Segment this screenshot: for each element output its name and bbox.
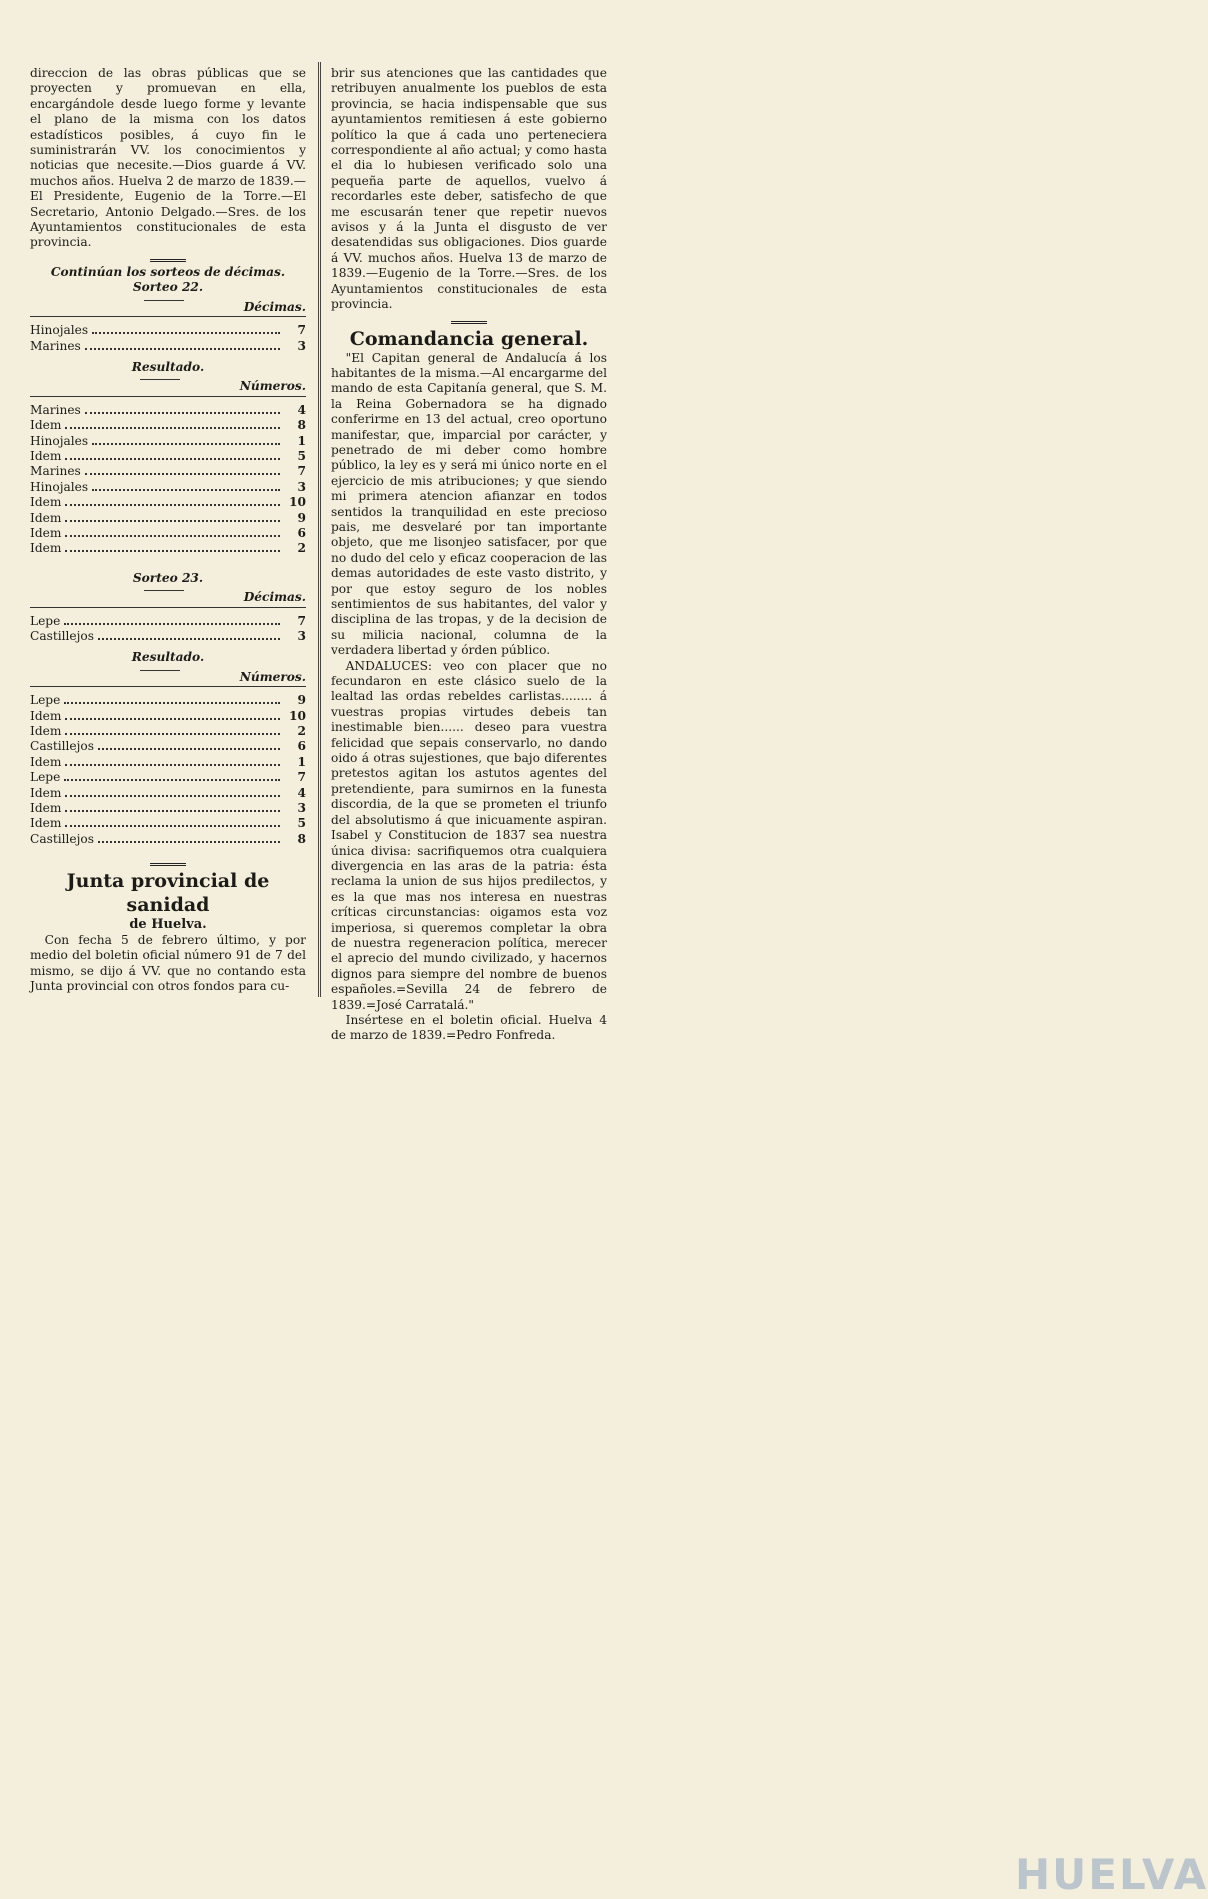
leader-dots <box>65 520 280 522</box>
leader-dots <box>65 718 280 720</box>
stamp-text: HUELVA <box>1015 1850 1208 1899</box>
resultado-row <box>30 786 306 801</box>
resultado-row <box>30 816 306 831</box>
leader-dots <box>64 702 280 704</box>
resultado-row <box>30 418 306 433</box>
resultado-number: 1 <box>297 754 306 769</box>
resultado-number: 6 <box>297 739 306 754</box>
resultado-number: 2 <box>297 724 306 739</box>
resultado-name: Idem <box>30 418 62 433</box>
leader-dots <box>65 795 280 797</box>
decima-name: Marines <box>30 338 81 353</box>
sorteo-23-rows <box>30 614 306 645</box>
right-column <box>331 66 607 1044</box>
leader-dots <box>65 810 280 812</box>
sorteo-23-result-header: Números. <box>30 670 306 687</box>
resultado-name: Lepe <box>30 693 61 708</box>
resultado-name: Hinojales <box>30 433 89 448</box>
decima-number: 7 <box>297 613 306 628</box>
resultado-row <box>30 755 306 770</box>
resultado-name: Castillejos <box>30 831 95 846</box>
right-paragraph-3: ANDALUCES: veo con placer que no fecundaron en este clásico suelo de la lealtad las ordas rebeldes carlistas........ á vuestras propias virtudes debeis tan inestimable bien...... deseo para vuestra felicidad que sepais conservarlo, no dando oido á otras sujestiones, que bajo diferentes pretestos agitan los astutos agentes del pretendiente, para sumirnos en la funesta discordia, de la que se prometen el triunfo del absolutismo á que inicuamente aspiran. Isabel y Constitucion de 1837 sea nuestra única divisa: sacrifiquemos otra cualquiera divergencia en las aras de la patria: ésta reclama la union de sus hijos predilectos, y es la que mas nos interesa en nuestras críticas circunstancias: oigamos esta voz imperiosa, si queremos completar la obra de nuestra regeneracion política, merecer el aprecio del mundo civilizado, y hacernos dignos para siempre del nombre de buenos españoles.=Sevilla 24 de febrero de 1839.=José Carratalá." <box>331 658 607 1012</box>
resultado-name: Idem <box>30 816 62 831</box>
resultado-number: 8 <box>297 831 306 846</box>
resultado-name: Idem <box>30 525 62 540</box>
resultado-row <box>30 709 306 724</box>
resultado-row <box>30 495 306 510</box>
leader-dots <box>64 779 280 781</box>
resultado-row <box>30 526 306 541</box>
resultado-name: Idem <box>30 785 62 800</box>
resultado-number: 5 <box>297 816 306 831</box>
resultado-number: 7 <box>297 464 306 479</box>
leader-dots <box>65 427 280 429</box>
leader-dots <box>85 473 280 475</box>
sorteo-22-header: Décimas. <box>30 300 306 317</box>
leader-dots <box>98 748 280 750</box>
resultado-number: 8 <box>297 418 306 433</box>
resultado-row <box>30 693 306 708</box>
leader-dots <box>85 348 280 350</box>
resultado-number: 9 <box>297 510 306 525</box>
leader-dots <box>98 841 280 843</box>
decima-name: Hinojales <box>30 323 89 338</box>
resultado-row <box>30 511 306 526</box>
leader-dots <box>65 764 280 766</box>
resultado-number: 4 <box>297 402 306 417</box>
left-column <box>30 66 306 994</box>
decima-number: 7 <box>297 323 306 338</box>
resultado-name: Hinojales <box>30 479 89 494</box>
ornament <box>30 857 306 867</box>
resultado-number: 2 <box>297 541 306 556</box>
resultado-name: Lepe <box>30 770 61 785</box>
leader-dots <box>65 535 280 537</box>
leader-dots <box>65 550 280 552</box>
decima-name: Lepe <box>30 613 61 628</box>
resultado-number: 5 <box>297 448 306 463</box>
resultado-name: Idem <box>30 724 62 739</box>
decima-number: 3 <box>297 338 306 353</box>
decima-number: 3 <box>297 629 306 643</box>
leader-dots <box>92 332 280 334</box>
resultado-name: Castillejos <box>30 739 95 754</box>
column-divider <box>318 62 321 997</box>
sorteo-22-result-header: Números. <box>30 379 306 396</box>
resultado-row <box>30 434 306 449</box>
resultado-row <box>30 832 306 847</box>
sorteo-22-results <box>30 403 306 557</box>
leader-dots <box>65 458 280 460</box>
resultado-number: 4 <box>297 785 306 800</box>
sorteo-23-header: Décimas. <box>30 590 306 607</box>
resultado-name: Idem <box>30 495 62 510</box>
resultado-number: 6 <box>297 525 306 540</box>
resultado-name: Idem <box>30 541 62 556</box>
resultado-row <box>30 770 306 785</box>
resultado-number: 1 <box>297 433 306 448</box>
decima-row <box>30 614 306 629</box>
comandancia-title: Comandancia general. <box>349 327 589 350</box>
resultado-number: 9 <box>297 693 306 708</box>
resultado-name: Idem <box>30 754 62 769</box>
leader-dots <box>64 623 280 625</box>
right-paragraph-4: Insértese en el boletin oficial. Huelva 4 de marzo de 1839.=Pedro Fonfreda. <box>331 1012 607 1043</box>
section-title: Continúan los sorteos de décimas. <box>50 264 286 279</box>
resultado-row <box>30 541 306 556</box>
resultado-name: Idem <box>30 708 62 723</box>
junta-subtitle: de Huelva. <box>129 917 207 933</box>
leader-dots <box>65 825 280 827</box>
resultado-number: 7 <box>297 770 306 785</box>
junta-title: Junta provincial de sanidad <box>66 870 270 917</box>
resultado-row <box>30 739 306 754</box>
resultado-row <box>30 449 306 464</box>
sorteo-23-title: Sorteo 23. <box>132 570 204 585</box>
leader-dots <box>92 443 280 445</box>
sorteo-22-title: Sorteo 22. <box>132 280 204 295</box>
intro-paragraph: direccion de las obras públicas que se proyecten y promuevan en ella, encargándole desde luego forme y levante el plano de la misma con los datos estadísticos posibles, á cuyo fin le suministrarán VV. los conocimientos y noticias que necesite.—Dios guarde á VV. muchos años. Huelva 2 de marzo de 1839.—El Presidente, Eugenio de la Torre.—El Secretario, Antonio Delgado.—Sres. de los Ayuntamientos constitucionales de esta provincia. <box>30 66 306 250</box>
decima-row <box>30 339 306 354</box>
sorteo-23-result-title: Resultado. <box>131 650 205 665</box>
decima-row <box>30 323 306 338</box>
resultado-number: 3 <box>297 479 306 494</box>
resultado-name: Idem <box>30 448 62 463</box>
decima-name: Castillejos <box>30 629 95 643</box>
right-paragraph-2: "El Capitan general de Andalucía á los habitantes de la misma.—Al encargarme del mando de esta Capitanía general, que S. M. la Reina Gobernadora se ha dignado conferirme en 13 del actual, creo oportuno manifestar, que, imparcial por carácter, y penetrado de mi deber como hombre público, la ley es y será mi único norte en el ejercicio de mis atribuciones; y que siendo mi primera atencion afianzar en todos sentidos la tranquilidad en este precioso pais, me desvelaré por tan importante objeto, que me lisonjeo satisfacer, por que no dudo del celo y eficaz cooperacion de las demas autoridades de este vasto distrito, y por que estoy seguro de los nobles sentimientos de sus habitantes, del valor y disciplina de las tropas, y de la decision de su milicia nacional, columna de la verdadera libertad y órden público. <box>331 350 607 658</box>
resultado-row <box>30 403 306 418</box>
resultado-name: Idem <box>30 510 62 525</box>
resultado-number: 3 <box>297 801 306 816</box>
resultado-number: 10 <box>289 495 306 510</box>
leader-dots <box>65 733 280 735</box>
leader-dots <box>92 489 280 491</box>
sorteo-23-results <box>30 693 306 847</box>
resultado-row <box>30 724 306 739</box>
junta-paragraph: Con fecha 5 de febrero último, y por medio del boletin oficial número 91 de 7 del mismo, se dijo á VV. que no contando esta Junta provincial con otros fondos para cu- <box>30 932 306 993</box>
leader-dots <box>98 638 280 640</box>
right-paragraph-1: brir sus atenciones que las cantidades que retribuyen anualmente los pueblos de esta provincia, se hacia indispensable que sus ayuntamientos remitiesen á este gobierno político la que á cada uno perteneciera correspondiente al año actual; y como hasta el dia lo hubiesen verificado solo una pequeña parte de aquellos, vuelvo á recordarles este deber, satisfecho de que me escusarán tener que repetir nuevos avisos y á la Junta el disgusto de ver desatendidas sus obligaciones. Dios guarde á VV. muchos años. Huelva 13 de marzo de 1839.—Eugenio de la Torre.—Sres. de los Ayuntamientos constitucionales de esta provincia. <box>331 66 607 312</box>
resultado-row <box>30 801 306 816</box>
leader-dots <box>85 412 280 414</box>
ornament <box>331 315 607 325</box>
resultado-name: Marines <box>30 464 81 479</box>
resultado-row <box>30 480 306 495</box>
resultado-number: 10 <box>289 708 306 723</box>
leader-dots <box>65 504 280 506</box>
sorteo-22-result-title: Resultado. <box>131 359 205 374</box>
resultado-name: Idem <box>30 801 62 816</box>
resultado-name: Marines <box>30 402 81 417</box>
ornament <box>30 253 306 263</box>
sorteo-22-rows <box>30 323 306 354</box>
decima-row <box>30 629 306 644</box>
library-stamp <box>470 915 1208 1899</box>
resultado-row <box>30 464 306 479</box>
